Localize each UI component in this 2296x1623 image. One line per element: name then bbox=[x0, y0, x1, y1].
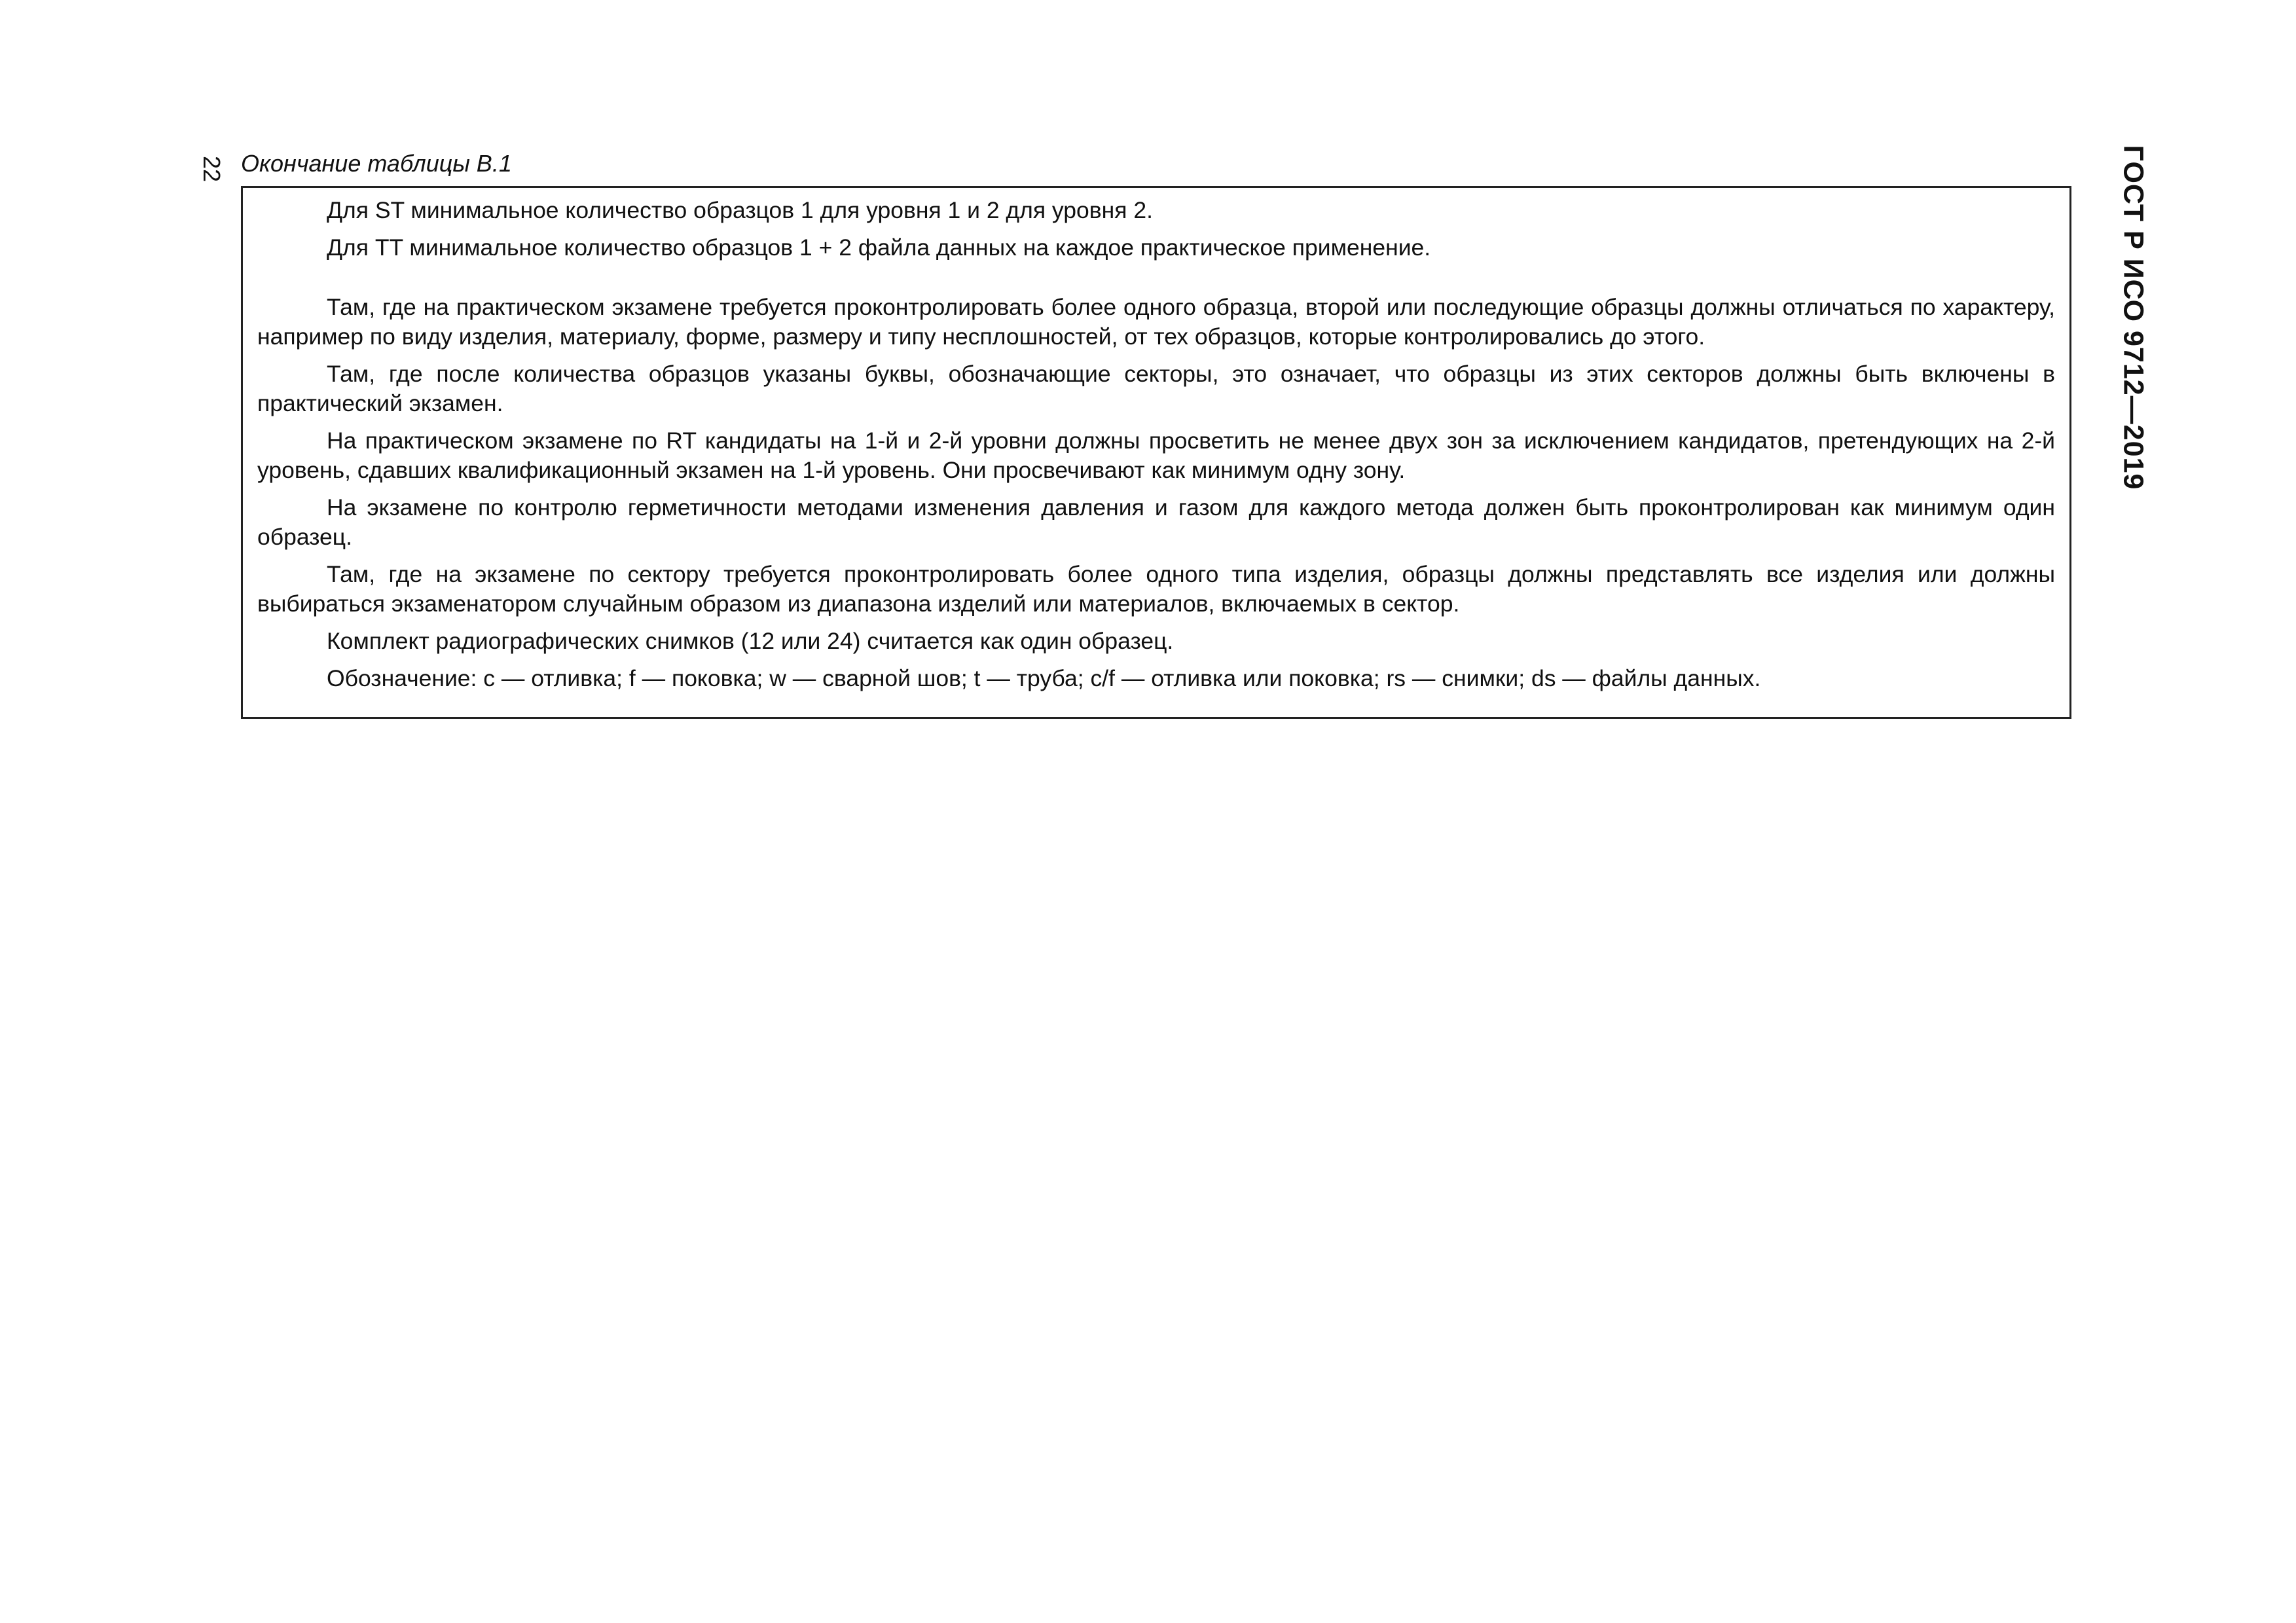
page-number: 22 bbox=[198, 155, 225, 183]
table-notes-box bbox=[241, 186, 2071, 719]
note-paragraph-st: Для ST минимальное количество образцов 1 для уровня 1 и 2 для уровня 2. bbox=[327, 197, 1153, 223]
note-paragraph-radiographs: Комплект радиографических снимков (12 или 24) считается как один образец. bbox=[327, 628, 1174, 654]
note-paragraph-sector-products: Там, где на экзамене по сектору требуется проконтролировать более одного типа изделия, образцы должны представлять все изделия или должны выбираться экзаменатором случайным образом из диапазона изделий или материалов, включаемых в сектор. bbox=[257, 561, 2055, 617]
note-paragraph-tt: Для TT минимальное количество образцов 1 + 2 файла данных на каждое практическое применение. bbox=[327, 234, 1431, 261]
note-paragraph-rt-zones: На практическом экзамене по RT кандидаты на 1-й и 2-й уровни должны просветить не менее двух зон за исключением кандидатов, претендующих на 2-й уровень, сдавших квалификационный экзамен на 1-й уровень. Они просвечивают как минимум одну зону. bbox=[257, 428, 2055, 483]
note-paragraph-multiple-specimens: Там, где на практическом экзамене требуется проконтролировать более одного образца, второй или последующие образцы должны отличаться по характеру, например по виду изделия, материалу, форме, размеру и типу несплошностей, от тех образцов, которые контролировались до этого. bbox=[257, 294, 2055, 350]
document-code: ГОСТ Р ИСО 9712—2019 bbox=[2117, 145, 2149, 490]
table-caption: Окончание таблицы В.1 bbox=[241, 150, 512, 177]
note-paragraph-sector-letters: Там, где после количества образцов указаны буквы, обозначающие секторы, это означает, что образцы из этих секторов должны быть включены в практический экзамен. bbox=[257, 361, 2055, 416]
note-paragraph-leak-testing: На экзамене по контролю герметичности методами изменения давления и газом для каждого метода должен быть проконтролирован как минимум один образец. bbox=[257, 494, 2055, 550]
note-paragraph-legend: Обозначение: c — отливка; f — поковка; w — сварной шов; t — труба; c/f — отливка или поковка; rs — снимки; ds — файлы данных. bbox=[327, 665, 1761, 691]
